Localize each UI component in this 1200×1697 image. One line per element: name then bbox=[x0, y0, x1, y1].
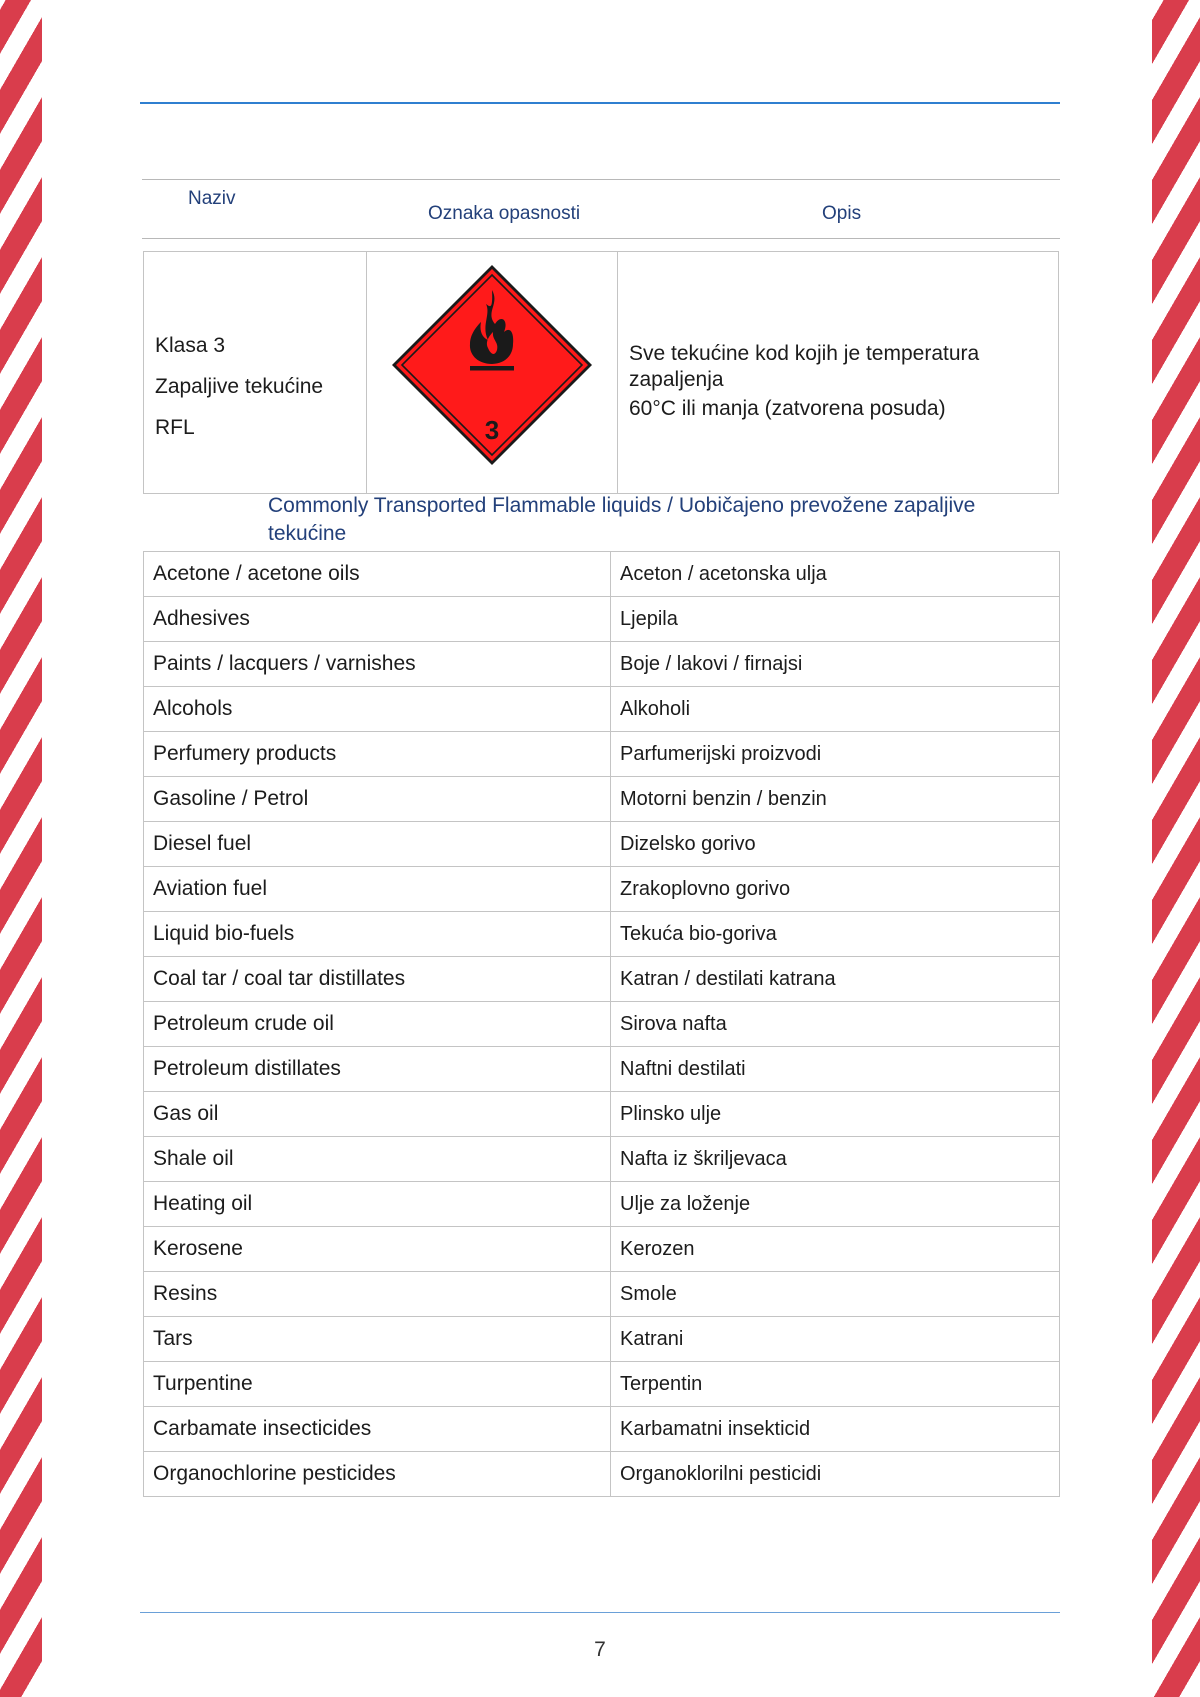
right-hazard-stripe-border bbox=[1152, 0, 1200, 1697]
item-croatian: Ljepila bbox=[611, 597, 1060, 642]
table-row bbox=[144, 1092, 1060, 1137]
item-english: Heating oil bbox=[144, 1182, 611, 1227]
item-croatian: Sirova nafta bbox=[611, 1002, 1060, 1047]
item-croatian: Tekuća bio-goriva bbox=[611, 912, 1060, 957]
list-title: Commonly Transported Flammable liquids / Uobičajeno prevožene zapaljive tekućine bbox=[268, 494, 976, 545]
hazard-class-title: Zapaljive tekućine bbox=[155, 375, 324, 398]
item-croatian: Ulje za loženje bbox=[611, 1182, 1060, 1227]
item-croatian: Motorni benzin / benzin bbox=[611, 777, 1060, 822]
table-row bbox=[144, 1317, 1060, 1362]
item-croatian: Karbamatni insekticid bbox=[611, 1407, 1060, 1452]
item-english: Tars bbox=[144, 1317, 611, 1362]
hazard-sign-cell bbox=[367, 252, 618, 493]
table-row bbox=[144, 957, 1060, 1002]
item-english: Paints / lacquers / varnishes bbox=[144, 642, 611, 687]
table-row bbox=[144, 642, 1060, 687]
table-row bbox=[144, 597, 1060, 642]
hazard-class-label: Klasa 3 bbox=[155, 334, 226, 357]
bottom-divider bbox=[140, 1612, 1060, 1613]
item-english: Diesel fuel bbox=[144, 822, 611, 867]
table-row bbox=[144, 1227, 1060, 1272]
table-row bbox=[144, 1002, 1060, 1047]
table-row bbox=[144, 1362, 1060, 1407]
item-english: Gas oil bbox=[144, 1092, 611, 1137]
item-croatian: Zrakoplovno gorivo bbox=[611, 867, 1060, 912]
item-english: Organochlorine pesticides bbox=[144, 1452, 611, 1497]
hazard-description-line2: 60°C ili manja (zatvorena posuda) bbox=[629, 397, 946, 420]
item-croatian: Smole bbox=[611, 1272, 1060, 1317]
table-row bbox=[144, 777, 1060, 822]
item-english: Acetone / acetone oils bbox=[144, 552, 611, 597]
item-croatian: Organoklorilni pesticidi bbox=[611, 1452, 1060, 1497]
table-row bbox=[144, 687, 1060, 732]
item-english: Alcohols bbox=[144, 687, 611, 732]
item-croatian: Naftni destilati bbox=[611, 1047, 1060, 1092]
item-croatian: Alkoholi bbox=[611, 687, 1060, 732]
item-english: Petroleum distillates bbox=[144, 1047, 611, 1092]
item-english: Adhesives bbox=[144, 597, 611, 642]
table-row bbox=[144, 867, 1060, 912]
item-english: Coal tar / coal tar distillates bbox=[144, 957, 611, 1002]
item-croatian: Terpentin bbox=[611, 1362, 1060, 1407]
item-english: Gasoline / Petrol bbox=[144, 777, 611, 822]
hazard-class-box bbox=[143, 251, 1059, 494]
item-croatian: Plinsko ulje bbox=[611, 1092, 1060, 1137]
item-croatian: Kerozen bbox=[611, 1227, 1060, 1272]
table-row bbox=[144, 1137, 1060, 1182]
table-row bbox=[144, 822, 1060, 867]
item-croatian: Parfumerijski proizvodi bbox=[611, 732, 1060, 777]
top-divider bbox=[140, 102, 1060, 104]
hazard-class-number: 3 bbox=[484, 415, 500, 445]
hazard-description-line1: Sve tekućine kod kojih je temperatura zapaljenja bbox=[629, 342, 980, 391]
hazard-class-code: RFL bbox=[155, 416, 195, 439]
flammable-liquids-table bbox=[143, 551, 1060, 1497]
table-row bbox=[144, 1182, 1060, 1227]
hazard-class-name-cell bbox=[144, 252, 367, 493]
item-croatian: Dizelsko gorivo bbox=[611, 822, 1060, 867]
item-croatian: Nafta iz škriljevaca bbox=[611, 1137, 1060, 1182]
item-english: Aviation fuel bbox=[144, 867, 611, 912]
hazard-description-cell bbox=[618, 252, 1058, 493]
item-english: Kerosene bbox=[144, 1227, 611, 1272]
page-number: 7 bbox=[594, 1638, 606, 1661]
item-croatian: Aceton / acetonska ulja bbox=[611, 552, 1060, 597]
item-english: Perfumery products bbox=[144, 732, 611, 777]
table-row bbox=[144, 1272, 1060, 1317]
item-english: Resins bbox=[144, 1272, 611, 1317]
table-row bbox=[144, 1407, 1060, 1452]
item-english: Turpentine bbox=[144, 1362, 611, 1407]
item-croatian: Boje / lakovi / firnajsi bbox=[611, 642, 1060, 687]
table-row bbox=[144, 1047, 1060, 1092]
item-english: Carbamate insecticides bbox=[144, 1407, 611, 1452]
flammable-liquid-diamond-icon bbox=[367, 252, 618, 493]
column-header-description: Opis bbox=[822, 203, 862, 224]
table-row bbox=[144, 912, 1060, 957]
left-hazard-stripe-border bbox=[0, 0, 42, 1697]
table-row bbox=[144, 1452, 1060, 1497]
item-croatian: Katran / destilati katrana bbox=[611, 957, 1060, 1002]
column-header-name: Naziv bbox=[188, 188, 236, 209]
column-header-band bbox=[142, 179, 1060, 239]
table-row bbox=[144, 732, 1060, 777]
item-croatian: Katrani bbox=[611, 1317, 1060, 1362]
column-header-hazard-label: Oznaka opasnosti bbox=[428, 203, 581, 224]
table-row bbox=[144, 552, 1060, 597]
item-english: Shale oil bbox=[144, 1137, 611, 1182]
item-english: Liquid bio-fuels bbox=[144, 912, 611, 957]
item-english: Petroleum crude oil bbox=[144, 1002, 611, 1047]
